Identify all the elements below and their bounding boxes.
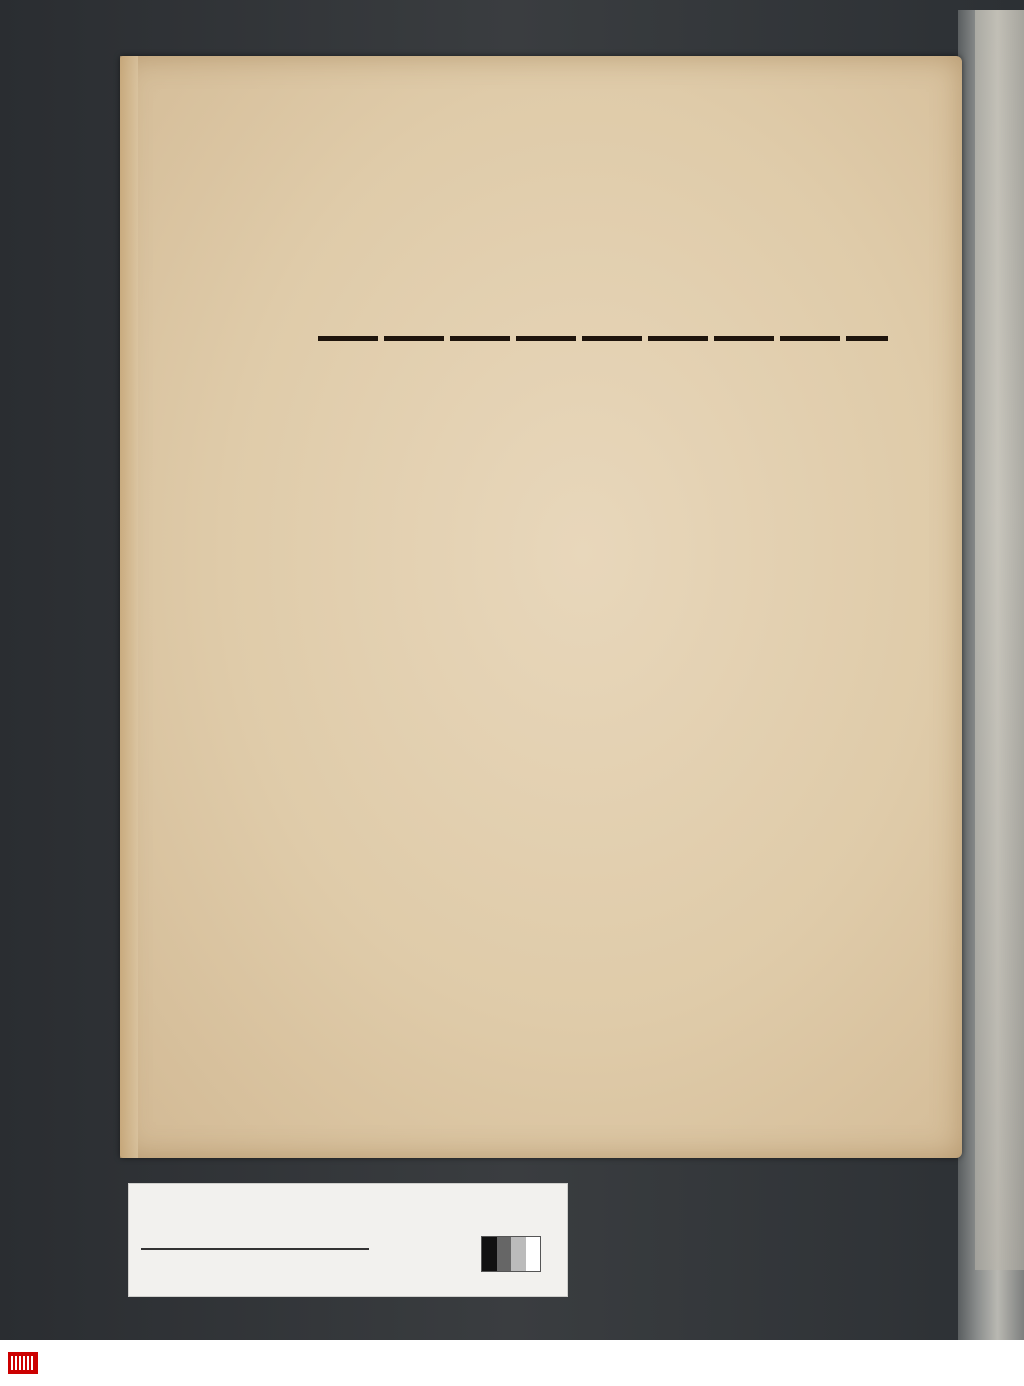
book-page [120, 56, 962, 1158]
gray-scale-swatches [481, 1236, 541, 1272]
scale-baseline [141, 1248, 369, 1250]
adjacent-leaf-edge [975, 10, 1024, 1270]
hab-logo-icon [8, 1350, 38, 1376]
library-label-card [128, 1183, 568, 1297]
section-divider [318, 336, 888, 341]
footer-bar [0, 1340, 1024, 1386]
page-gutter [120, 56, 138, 1158]
